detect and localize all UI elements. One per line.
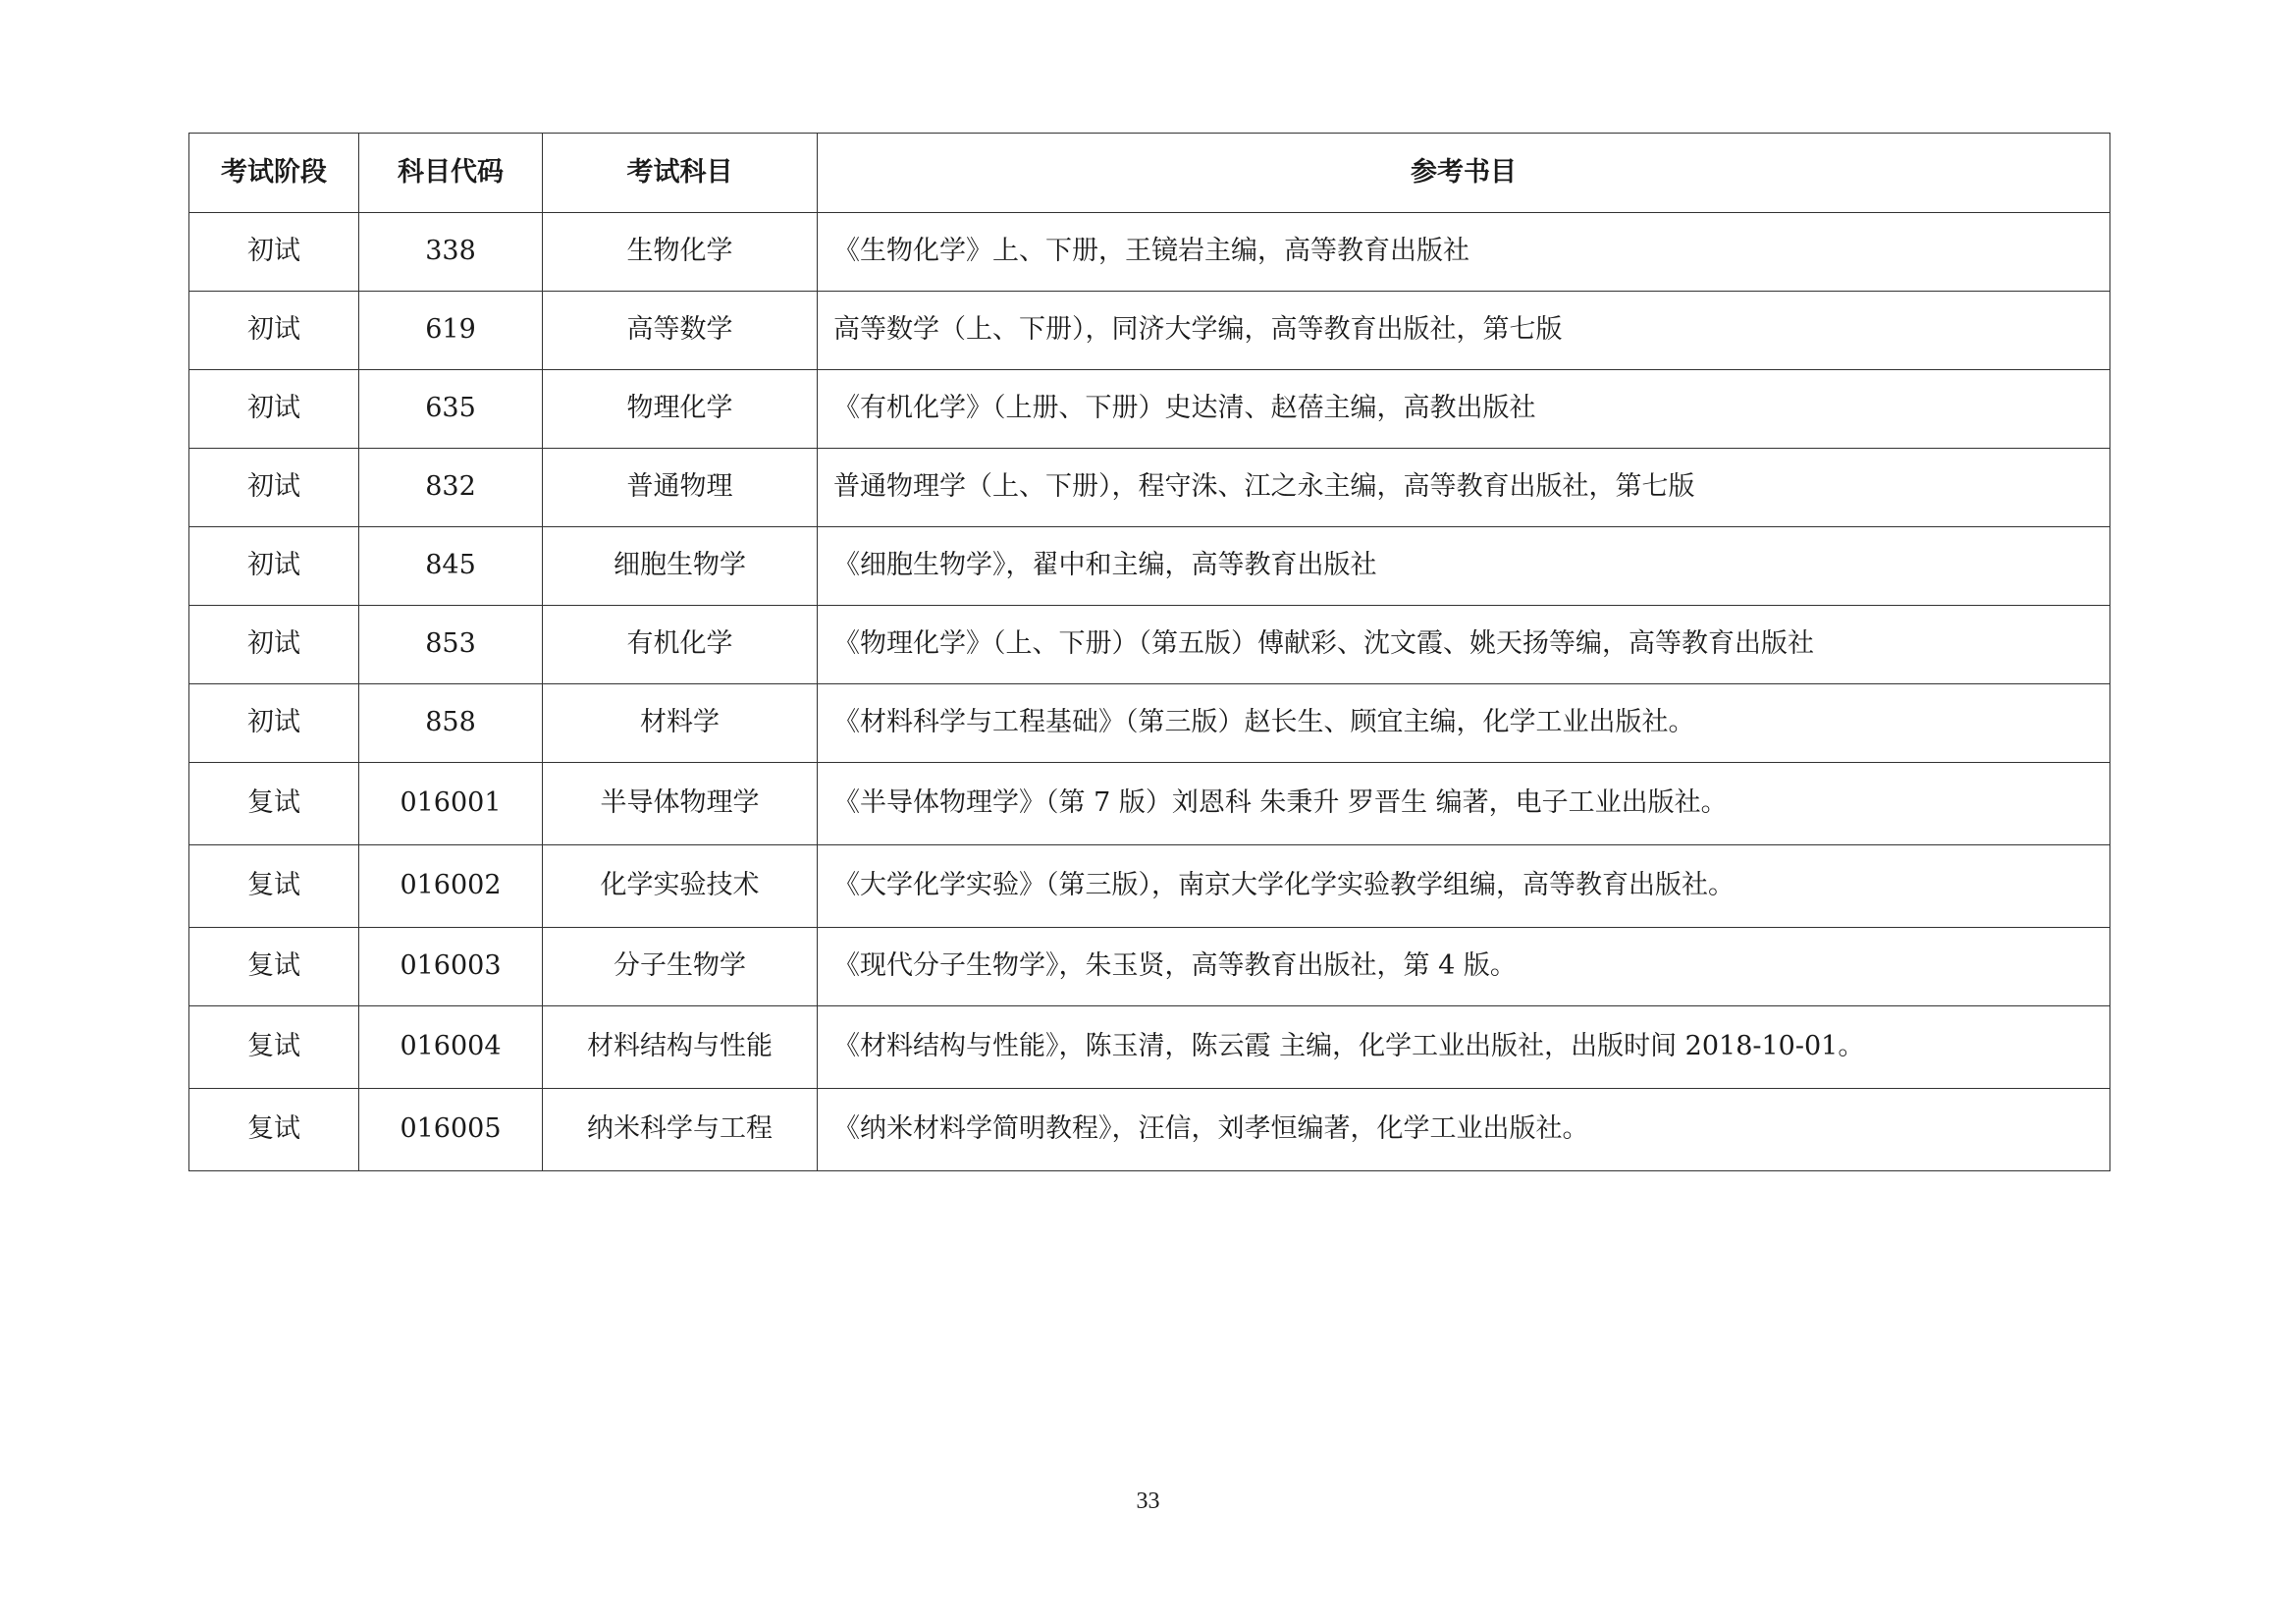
cell-code: 016001 bbox=[359, 763, 543, 845]
cell-stage: 复试 bbox=[189, 763, 359, 845]
cell-stage: 复试 bbox=[189, 1089, 359, 1171]
table-row bbox=[189, 527, 2110, 606]
cell-code: 858 bbox=[359, 684, 543, 763]
table-row bbox=[189, 763, 2110, 845]
cell-subject: 物理化学 bbox=[543, 370, 818, 449]
table-row bbox=[189, 606, 2110, 684]
cell-book: 《材料结构与性能》，陈玉清，陈云霞 主编，化学工业出版社，出版时间 2018-10-01。 bbox=[818, 1006, 2110, 1089]
cell-code: 635 bbox=[359, 370, 543, 449]
cell-subject: 分子生物学 bbox=[543, 928, 818, 1006]
table-row bbox=[189, 845, 2110, 928]
cell-subject: 普通物理 bbox=[543, 449, 818, 527]
table-row bbox=[189, 684, 2110, 763]
cell-stage: 初试 bbox=[189, 370, 359, 449]
cell-book: 高等数学（上、下册），同济大学编，高等教育出版社，第七版 bbox=[818, 292, 2110, 370]
header-subject-code: 科目代码 bbox=[359, 134, 543, 213]
header-reference-books: 参考书目 bbox=[818, 134, 2110, 213]
cell-code: 853 bbox=[359, 606, 543, 684]
cell-subject: 半导体物理学 bbox=[543, 763, 818, 845]
table-row bbox=[189, 928, 2110, 1006]
table-row bbox=[189, 1006, 2110, 1089]
cell-stage: 复试 bbox=[189, 1006, 359, 1089]
cell-subject: 纳米科学与工程 bbox=[543, 1089, 818, 1171]
table-row bbox=[189, 213, 2110, 292]
cell-stage: 复试 bbox=[189, 928, 359, 1006]
reference-books-table bbox=[188, 133, 2110, 1171]
cell-code: 016004 bbox=[359, 1006, 543, 1089]
cell-subject: 材料结构与性能 bbox=[543, 1006, 818, 1089]
cell-book: 《有机化学》（上册、下册）史达清、赵蓓主编，高教出版社 bbox=[818, 370, 2110, 449]
cell-code: 016003 bbox=[359, 928, 543, 1006]
cell-code: 845 bbox=[359, 527, 543, 606]
cell-book: 普通物理学（上、下册），程守洙、江之永主编，高等教育出版社，第七版 bbox=[818, 449, 2110, 527]
cell-subject: 高等数学 bbox=[543, 292, 818, 370]
cell-stage: 复试 bbox=[189, 845, 359, 928]
cell-code: 619 bbox=[359, 292, 543, 370]
cell-book: 《物理化学》（上、下册）（第五版）傅献彩、沈文霞、姚天扬等编，高等教育出版社 bbox=[818, 606, 2110, 684]
cell-code: 338 bbox=[359, 213, 543, 292]
cell-book: 《现代分子生物学》，朱玉贤，高等教育出版社，第 4 版。 bbox=[818, 928, 2110, 1006]
cell-book: 《大学化学实验》（第三版），南京大学化学实验教学组编，高等教育出版社。 bbox=[818, 845, 2110, 928]
cell-book: 《半导体物理学》（第 7 版）刘恩科 朱秉升 罗晋生 编著，电子工业出版社。 bbox=[818, 763, 2110, 845]
cell-stage: 初试 bbox=[189, 684, 359, 763]
header-exam-stage: 考试阶段 bbox=[189, 134, 359, 213]
table-row bbox=[189, 370, 2110, 449]
cell-book: 《细胞生物学》，翟中和主编，高等教育出版社 bbox=[818, 527, 2110, 606]
cell-code: 016002 bbox=[359, 845, 543, 928]
cell-subject: 材料学 bbox=[543, 684, 818, 763]
cell-book: 《纳米材料学简明教程》，汪信，刘孝恒编著，化学工业出版社。 bbox=[818, 1089, 2110, 1171]
table-row bbox=[189, 292, 2110, 370]
cell-code: 016005 bbox=[359, 1089, 543, 1171]
cell-book: 《生物化学》上、下册，王镜岩主编，高等教育出版社 bbox=[818, 213, 2110, 292]
cell-stage: 初试 bbox=[189, 292, 359, 370]
cell-stage: 初试 bbox=[189, 449, 359, 527]
cell-code: 832 bbox=[359, 449, 543, 527]
cell-subject: 细胞生物学 bbox=[543, 527, 818, 606]
cell-subject: 化学实验技术 bbox=[543, 845, 818, 928]
table-header-row bbox=[189, 134, 2110, 213]
cell-book: 《材料科学与工程基础》（第三版）赵长生、顾宜主编，化学工业出版社。 bbox=[818, 684, 2110, 763]
table-row bbox=[189, 449, 2110, 527]
cell-stage: 初试 bbox=[189, 213, 359, 292]
cell-subject: 有机化学 bbox=[543, 606, 818, 684]
header-exam-subject: 考试科目 bbox=[543, 134, 818, 213]
cell-stage: 初试 bbox=[189, 606, 359, 684]
table-row bbox=[189, 1089, 2110, 1171]
page-number: 33 bbox=[1136, 1489, 1160, 1514]
cell-subject: 生物化学 bbox=[543, 213, 818, 292]
cell-stage: 初试 bbox=[189, 527, 359, 606]
